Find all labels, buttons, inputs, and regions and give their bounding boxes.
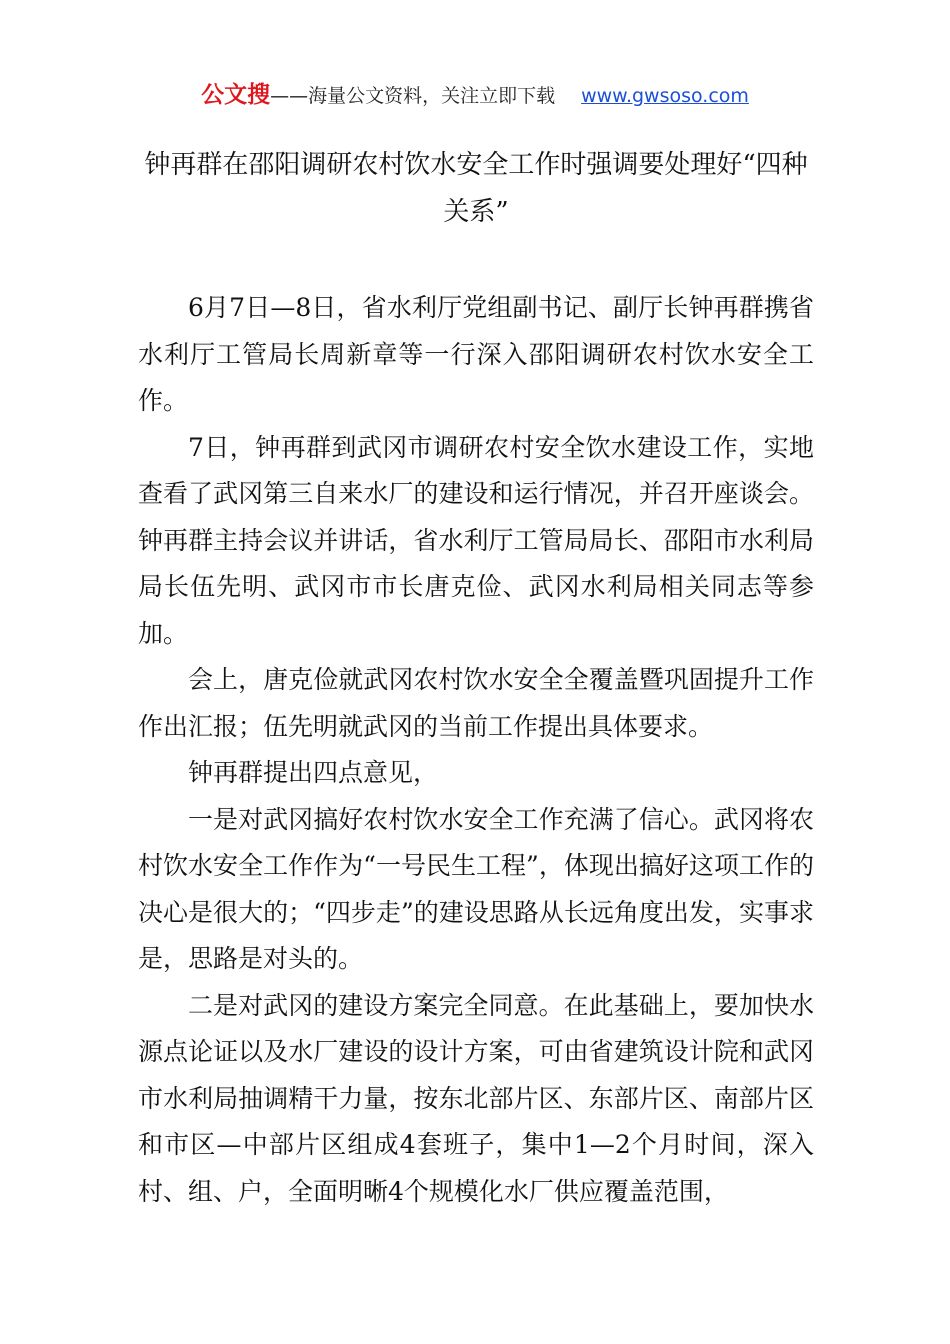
site-header (0, 80, 950, 112)
header-tagline: ——海量公文资料，关注立即下载 (270, 85, 556, 107)
paragraph: 会上，唐克俭就武冈农村饮水安全全覆盖暨巩固提升工作作出汇报；伍先明就武冈的当前工作提出具体要求。 (138, 665, 814, 741)
paragraph: 7日，钟再群到武冈市调研农村安全饮水建设工作，实地查看了武冈第三自来水厂的建设和运行情况，并召开座谈会。钟再群主持会议并讲话，省水利厅工管局局长、邵阳市水利局局长伍先明、武冈市市长唐克俭、武冈水利局相关同志等参加。 (138, 432, 814, 648)
brand-logo-text: 公文搜 (201, 82, 271, 108)
paragraph: 6月7日—8日，省水利厅党组副书记、副厅长钟再群携省水利厅工管局长周新章等一行深入邵阳调研农村饮水安全工作。 (138, 293, 814, 415)
document-body (138, 285, 814, 1215)
paragraph: 一是对武冈搞好农村饮水安全工作充满了信心。武冈将农村饮水安全工作作为“一号民生工程”，体现出搞好这项工作的决心是很大的；“四步走”的建设思路从长远角度出发，实事求是，思路是对头的。 (138, 804, 814, 973)
document-title: 钟再群在邵阳调研农村饮水安全工作时强调要处理好“四种关系” (144, 150, 808, 227)
site-link[interactable]: www.gwsoso.com (581, 85, 749, 107)
paragraph: 钟再群提出四点意见， (188, 758, 439, 787)
paragraph: 二是对武冈的建设方案完全同意。在此基础上，要加快水源点论证以及水厂建设的设计方案，可由省建筑设计院和武冈市水利局抽调精干力量，按东北部片区、东部片区、南部片区和市区—中部片区组成4套班子，集中1—2个月时间，深入村、组、户，全面明晰4个规模化水厂供应覆盖范围， (138, 990, 814, 1206)
